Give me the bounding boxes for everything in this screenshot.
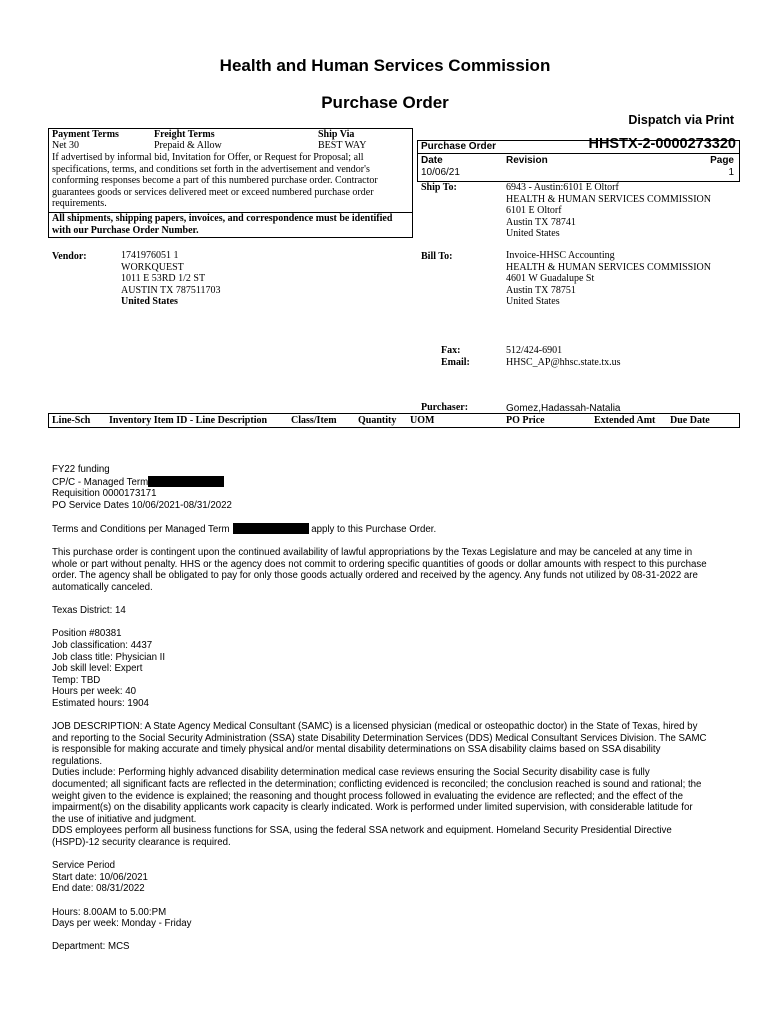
fax-label: Fax:	[441, 345, 461, 356]
job-description: JOB DESCRIPTION: A State Agency Medical Consultant (SAMC) is a licensed physician (medical or osteopathic doctor) in the State of Texas, hired by and reporting to the Social Security Administration (SSA) state Disability Determination Services (DDS) Medical Consultant Services Division. The SAMC is responsible for making accurate and timely physical and/or mental disability determinations on SSA disability claims based on SSA disability regulations. Duties include: Performing highly advanced disability determination medical case reviews ensuring the Social Security disability case is fully documented; all significant facts are reflected in the determination; conflicting evidenced is reconciled; the conclusion reached is sound and rational; the weight given to the evidence is explained; the reasoning and thought process followed in evaluating the evidence are reflected; and the effect of the impairment(s) on the disability applicants work capacity is clearly indicated. Work is performed under limited supervision, with considerable latitude for the use of initiative and judgment. DDS employees perform all business functions for SSA, using the federal SSA network and equipment. Homeland Security Presidential Directive (HSPD)-12 security clearance is required.	[52, 721, 707, 848]
line-description	[52, 464, 742, 965]
email-address: HHSC_AP@hhsc.state.tx.us	[506, 357, 621, 368]
redaction	[148, 476, 224, 487]
col-due-date: Due Date	[670, 415, 710, 426]
work-hours: Hours: 8.00AM to 5.00:PM Days per week: Monday - Friday	[52, 906, 192, 930]
dispatch-method: Dispatch via Print	[628, 113, 734, 127]
district-line: Texas District: 14	[52, 605, 126, 617]
col-uom: UOM	[410, 415, 435, 426]
notice-text: If advertised by informal bid, Invitation for Offer, or Request for Proposal; all specifications, terms, and conditions set forth in the advertisement and vendor's conforming responses become a part of this numbered purchase order. Contractor guarantees goods or services delivered meet or exceed numbered purchase order requirements.	[52, 152, 378, 209]
freight-terms: Prepaid & Allow	[154, 140, 222, 151]
col-line-sch: Line-Sch	[52, 415, 91, 426]
po-number: HHSTX-2-0000273320	[588, 136, 736, 152]
service-period: Service Period Start date: 10/06/2021 End date: 08/31/2022	[52, 860, 148, 895]
payment-terms-label: Payment Terms	[52, 129, 119, 140]
col-item-description: Inventory Item ID - Line Description	[109, 415, 268, 426]
payment-terms: Net 30	[52, 140, 79, 151]
vendor-label: Vendor:	[52, 251, 87, 262]
page-label: Page	[710, 155, 734, 166]
terms-reference: Terms and Conditions per Managed Term apply to this Purchase Order.	[52, 523, 437, 535]
freight-terms-label: Freight Terms	[154, 129, 215, 140]
col-po-price: PO Price	[506, 415, 545, 426]
redaction	[233, 523, 309, 534]
col-class-item: Class/Item	[291, 415, 337, 426]
shipment-note: All shipments, shipping papers, invoices, and correspondence must be identified with our Purchase Order Number.	[52, 213, 393, 236]
ship-via-label: Ship Via	[318, 129, 355, 140]
email-label: Email:	[441, 357, 470, 368]
purchaser-label: Purchaser:	[421, 402, 469, 413]
ship-via: BEST WAY	[318, 140, 367, 151]
fax-number: 512/424-6901	[506, 345, 563, 356]
contingency-paragraph: This purchase order is contingent upon the continued availability of lawful appropriations by the Texas Legislature and may be canceled at any time in whole or part without penalty. HHS or the agency does not commit to ordering specific quantities of goods or dollar amounts with respect to this purchase order. The agency shall be obligated to pay for only those goods actually ordered and received by the agency. Any funds not utilized by 08-31-2022 are automatically canceled.	[52, 547, 707, 593]
bill-to-label: Bill To:	[421, 251, 453, 262]
date-label: Date	[421, 155, 443, 166]
funding-block: FY22 funding CP/C - Managed Term Requisition 0000173171 PO Service Dates 10/06/2021-08/31/2022	[52, 464, 232, 511]
vendor-address: 1741976051 1 WORKQUEST 1011 E 53RD 1/2 ST AUSTIN TX 787511703 United States	[121, 250, 221, 307]
ship-to-label: Ship To:	[421, 182, 457, 193]
po-divider	[417, 153, 740, 154]
ship-to-address: 6943 - Austin:6101 E Oltorf HEALTH & HUMAN SERVICES COMMISSION 6101 E Oltorf Austin TX 78741 United States	[506, 182, 711, 239]
revision-label: Revision	[506, 155, 548, 166]
agency-title: Health and Human Services Commission	[219, 56, 551, 75]
po-label: Purchase Order	[421, 141, 497, 152]
position-block: Position #80381 Job classification: 4437 Job class title: Physician II Job skill level: Expert Temp: TBD Hours per week: 40 Estimated hours: 1904	[52, 628, 166, 709]
po-date: 10/06/21	[421, 167, 460, 178]
purchaser-name: Gomez,Hadassah-Natalia	[506, 403, 621, 414]
col-quantity: Quantity	[358, 415, 397, 426]
department-line: Department: MCS	[52, 941, 130, 953]
page-number: 1	[728, 167, 734, 178]
col-extended-amt: Extended Amt	[594, 415, 656, 426]
document-title: Purchase Order	[321, 93, 449, 112]
bill-to-address: Invoice-HHSC Accounting HEALTH & HUMAN SERVICES COMMISSION 4601 W Guadalupe St Austin TX 78751 United States	[506, 250, 711, 307]
